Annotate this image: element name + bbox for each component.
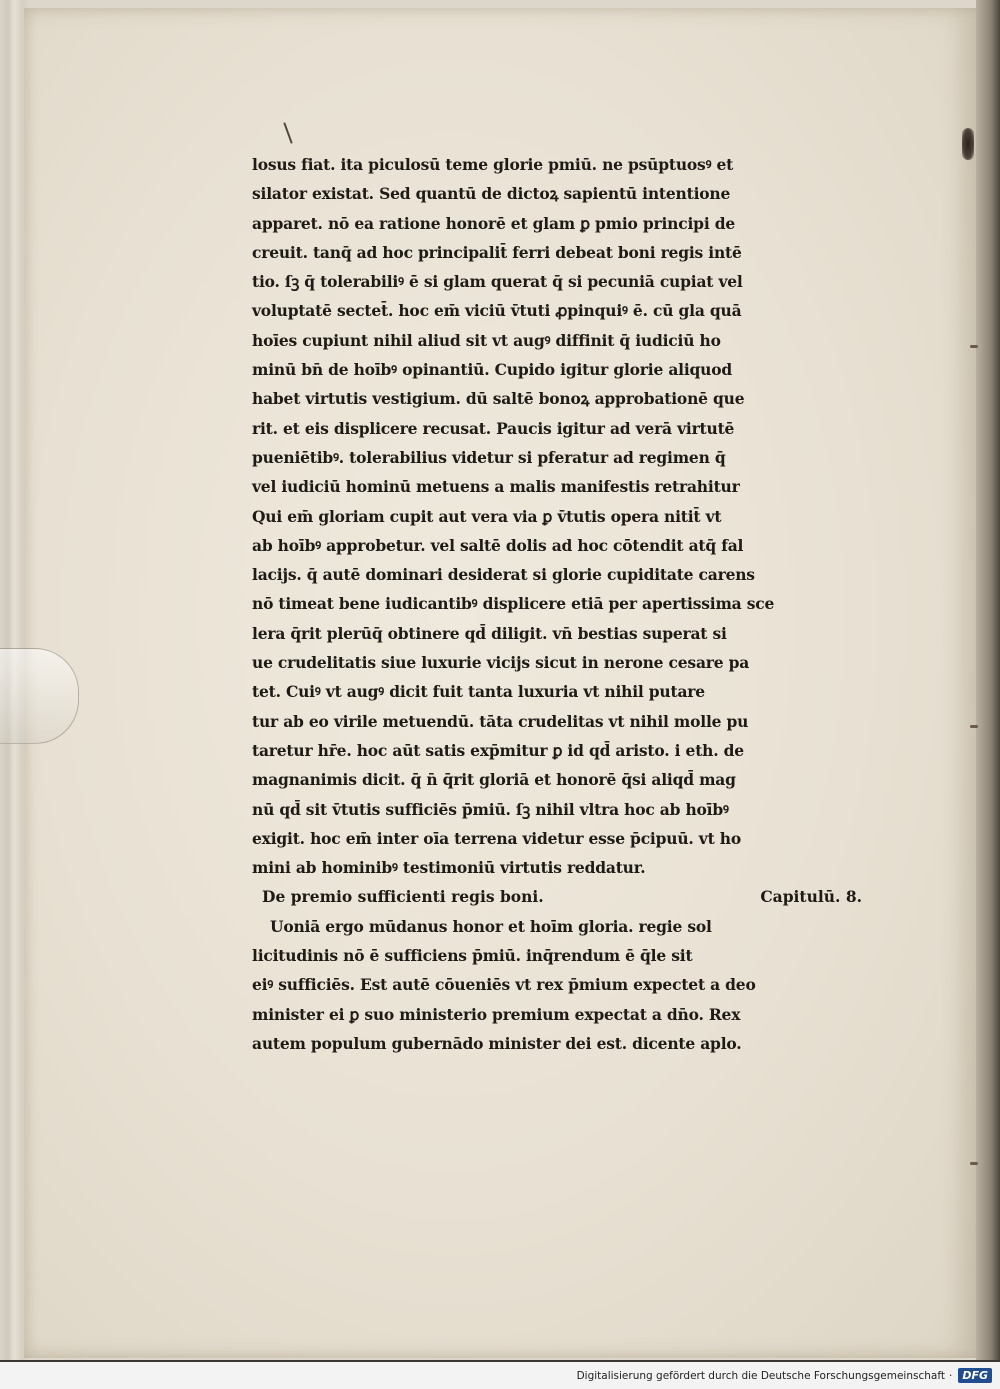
text-line: tio. ſꝫ q̄ tolerabiliꝰ ē si glam querat q̄ si pecuniā cupiat vel [252, 272, 743, 292]
text-line: Qui em̄ gloriam cupit aut vera via ꝑ v̄tutis opera nitit̄ vt [252, 506, 722, 526]
text-line: rit. et eis displicere recusat. Paucis igitur ad verā virtutē [252, 418, 735, 438]
text-line: taretur hr̄e. hoc aūt satis exp̄mitur ꝑ id qd̄ aristo. i eth. de [252, 740, 744, 760]
text-line: licitudinis nō ē sufficiens p̄miū. inq̄rendum ē q̄le sit [252, 946, 693, 966]
text-line: creuit. tanq̄ ad hoc principalit̄ ferri debeat boni regis intē [252, 242, 742, 262]
text-line: nū qd̄ sit v̄tutis sufficiēs p̄miū. ſꝫ nihil vltra hoc ab hoībꝰ [252, 799, 729, 819]
footer-credit: Digitalisierung gefördert durch die Deutsche Forschungsgemeinschaft [576, 1369, 945, 1382]
ink-stain [962, 128, 974, 160]
text-line: ue crudelitatis siue luxurie vicijs sicut in nerone cesare pa [252, 653, 750, 673]
text-line: nō timeat bene iudicantibꝰ displicere etiā per apertissima sce [252, 594, 775, 614]
chapter-number: Capitulū. 8. [760, 887, 862, 907]
page-clip [0, 648, 79, 744]
binding-thread-3 [970, 1162, 978, 1165]
chapter-heading [252, 882, 862, 911]
chapter-title: De premio sufficienti regis boni. [262, 887, 544, 907]
text-line: losus fiat. ita piculosū teme glorie pmiū. ne psūptuosꝰ et [252, 155, 734, 174]
text-line: silator existat. Sed quantū de dictoꝝ sapientū intentione [252, 184, 731, 204]
text-line: voluptatē sectet̄. hoc em̄ viciū v̄tuti ꝓpinquiꝰ ē. cū gla quā [252, 301, 742, 321]
text-line: magnanimis dicit. q̄ n̄ q̄rit gloriā et honorē q̄si aliqd̄ mag [252, 770, 736, 790]
text-line: mini ab hominibꝰ testimoniū virtutis reddatur. [252, 858, 646, 878]
page-fore-edge [976, 0, 1000, 1360]
text-line: eiꝰ sufficiēs. Est autē cōueniēs vt rex p̄mium expectet a deo [252, 975, 756, 995]
text-line: exigit. hoc em̄ inter oīa terrena videtur esse p̄cipuū. vt ho [252, 828, 741, 848]
text-line: lacijs. q̄ autē dominari desiderat si glorie cupiditate carens [252, 565, 755, 585]
binding-thread-2 [970, 725, 978, 728]
text-line: ab hoībꝰ approbetur. vel saltē dolis ad hoc cōtendit atq̄ fal [252, 535, 744, 555]
text-line: Uoniā ergo mūdanus honor et hoīm gloria. regie sol [270, 916, 712, 936]
dfg-logo[interactable]: DFG [958, 1368, 992, 1383]
text-line: vel iudiciū hominū metuens a malis manifestis retrahitur [252, 477, 740, 497]
text-line: tet. Cuiꝰ vt augꝰ dicit fuit tanta luxuria vt nihil putare [252, 682, 705, 702]
footer-bar [0, 1362, 1000, 1389]
text-line: habet virtutis vestigium. dū saltē bonoꝝ approbationē que [252, 389, 745, 409]
page-text-block [252, 150, 862, 1058]
text-line: hoīes cupiunt nihil aliud sit vt augꝰ diffinit q̄ iudiciū ho [252, 330, 721, 350]
text-line: minū bn̄ de hoībꝰ opinantiū. Cupido igitur glorie aliquod [252, 360, 733, 380]
text-line: minister ei ꝑ suo ministerio premium expectat a dn̄o. Rex [252, 1004, 741, 1024]
text-line: pueniētibꝰ. tolerabilius videtur si pferatur ad regimen q̄ [252, 447, 726, 467]
text-line: autem populum gubernādo minister dei est. dicente aplo. [252, 1033, 742, 1053]
text-line: lera q̄rit plerūq̄ obtinere qd̄ diligit. vn̄ bestias superat si [252, 623, 727, 643]
text-line: apparet. nō ea ratione honorē et glam ꝑ pmio principi de [252, 213, 735, 233]
footer-separator: · [948, 1369, 953, 1382]
text-line: tur ab eo virile metuendū. tāta crudelitas vt nihil molle pu [252, 711, 749, 731]
binding-thread-1 [970, 345, 978, 348]
